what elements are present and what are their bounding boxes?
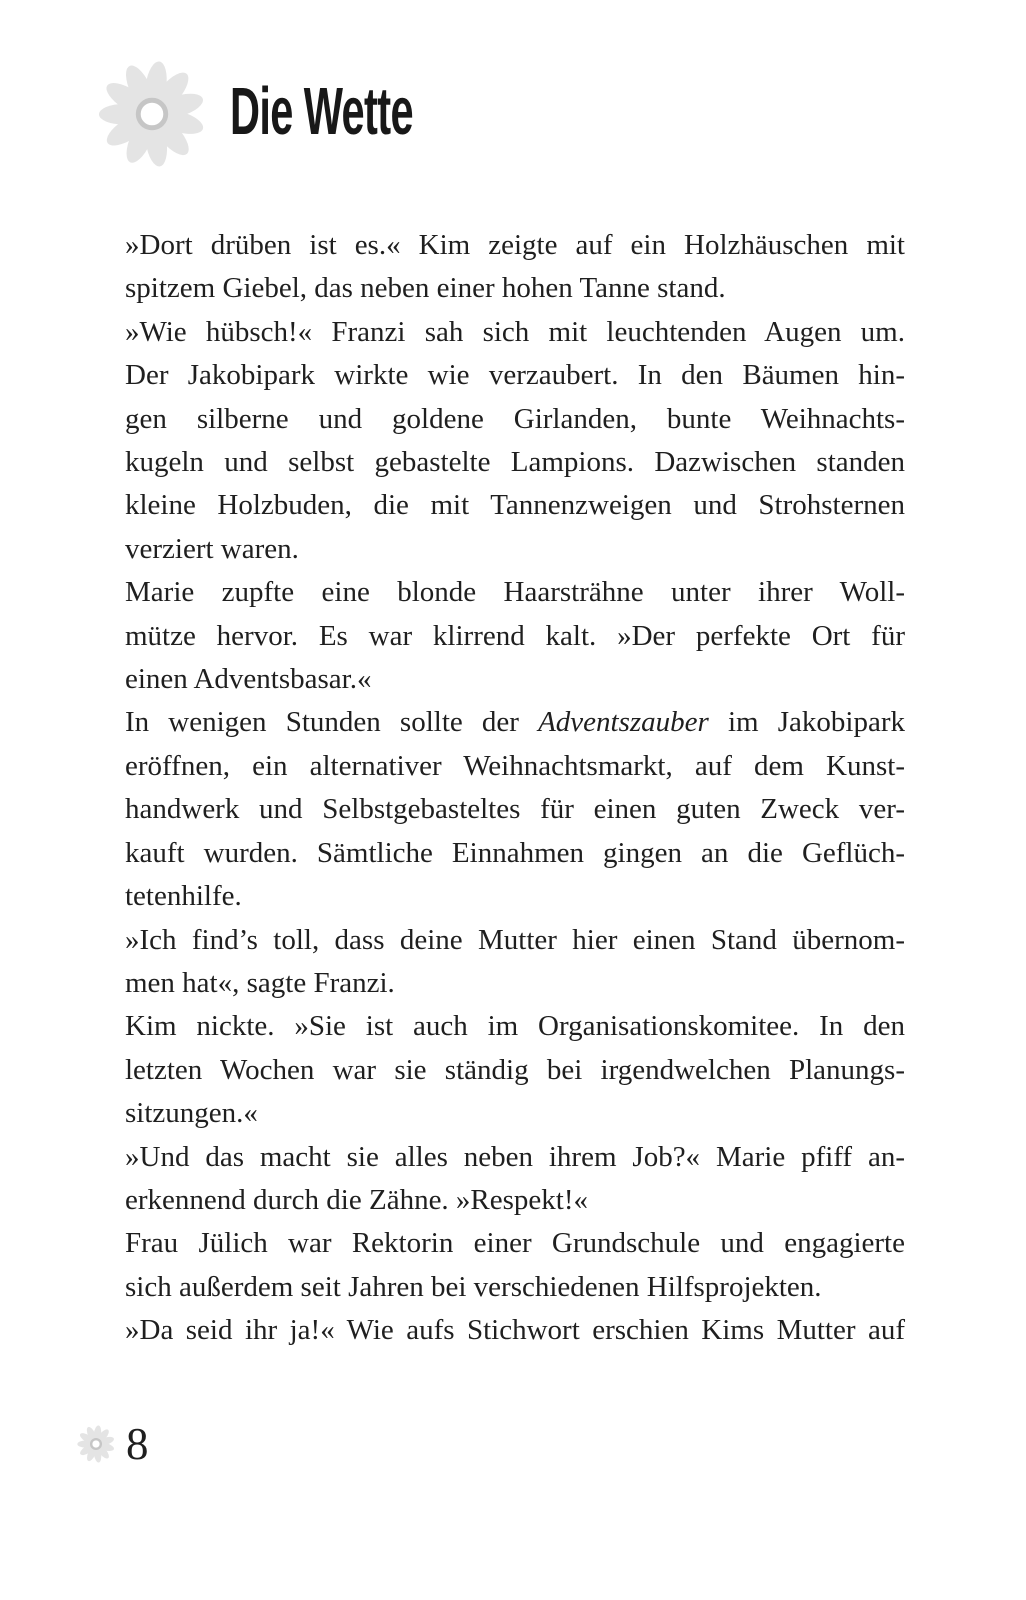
text-line: Marie zupfte eine blonde Haarsträhne unter ihrer Woll- — [125, 576, 905, 609]
text-line: verziert waren. — [125, 532, 299, 565]
text-line: erkennend durch die Zähne. »Respekt!« — [125, 1183, 589, 1216]
page-footer — [77, 1421, 149, 1467]
text-line: kugeln und selbst gebastelte Lampions. Dazwischen standen — [125, 446, 905, 479]
text-line: »Ich find’s toll, dass deine Mutter hier einen Stand übernom- — [125, 923, 905, 956]
text-line: sich außerdem seit Jahren bei verschiedenen Hilfsprojekten. — [125, 1270, 822, 1303]
text-line: Der Jakobipark wirkte wie verzaubert. In den Bäumen hin- — [125, 359, 905, 392]
flower-center — [91, 1439, 101, 1449]
daisy-flower-icon — [77, 1425, 115, 1463]
text-line: mütze hervor. Es war klirrend kalt. »Der perfekte Ort für — [125, 619, 905, 652]
text-line: kauft wurden. Sämtliche Einnahmen gingen an die Geflüch- — [125, 836, 905, 869]
text-line: tetenhilfe. — [125, 880, 242, 913]
text-line: kleine Holzbuden, die mit Tannenzweigen und Strohsternen — [125, 489, 905, 522]
text-line: eröffnen, ein alternativer Weihnachtsmarkt, auf dem Kunst- — [125, 749, 905, 782]
chapter-title: Die Wette — [230, 74, 413, 149]
text-line: einen Adventsbasar.« — [125, 663, 372, 696]
text-line: letzten Wochen war sie ständig bei irgendwelchen Planungs- — [125, 1053, 905, 1086]
page-number: 8 — [126, 1419, 149, 1469]
daisy-flower-icon — [98, 60, 206, 168]
body-text — [125, 224, 905, 1353]
text-line: »Da seid ihr ja!« Wie aufs Stichwort erschien Kims Mutter auf — [125, 1314, 905, 1347]
text-line: handwerk und Selbstgebasteltes für einen guten Zweck ver- — [125, 793, 905, 826]
text-line: Kim nickte. »Sie ist auch im Organisationskomitee. In den — [125, 1010, 905, 1043]
text-line: Frau Jülich war Rektorin einer Grundschule und engagierte — [125, 1227, 905, 1260]
text-line: »Dort drüben ist es.« Kim zeigte auf ein Holzhäuschen mit — [125, 229, 905, 261]
text-line: »Und das macht sie alles neben ihrem Job?« Marie pfiff an- — [125, 1140, 905, 1173]
text-line: sitzungen.« — [125, 1097, 258, 1130]
flower-center — [138, 100, 165, 127]
text-line: gen silberne und goldene Girlanden, bunte Weihnachts- — [125, 402, 905, 435]
text-line: spitzem Giebel, das neben einer hohen Tanne stand. — [125, 272, 726, 305]
text-line: men hat«, sagte Franzi. — [125, 966, 395, 999]
text-line: »Wie hübsch!« Franzi sah sich mit leuchtenden Augen um. — [125, 315, 905, 348]
text-line: In wenigen Stunden sollte der Adventszauber im Jakobipark — [125, 706, 905, 739]
